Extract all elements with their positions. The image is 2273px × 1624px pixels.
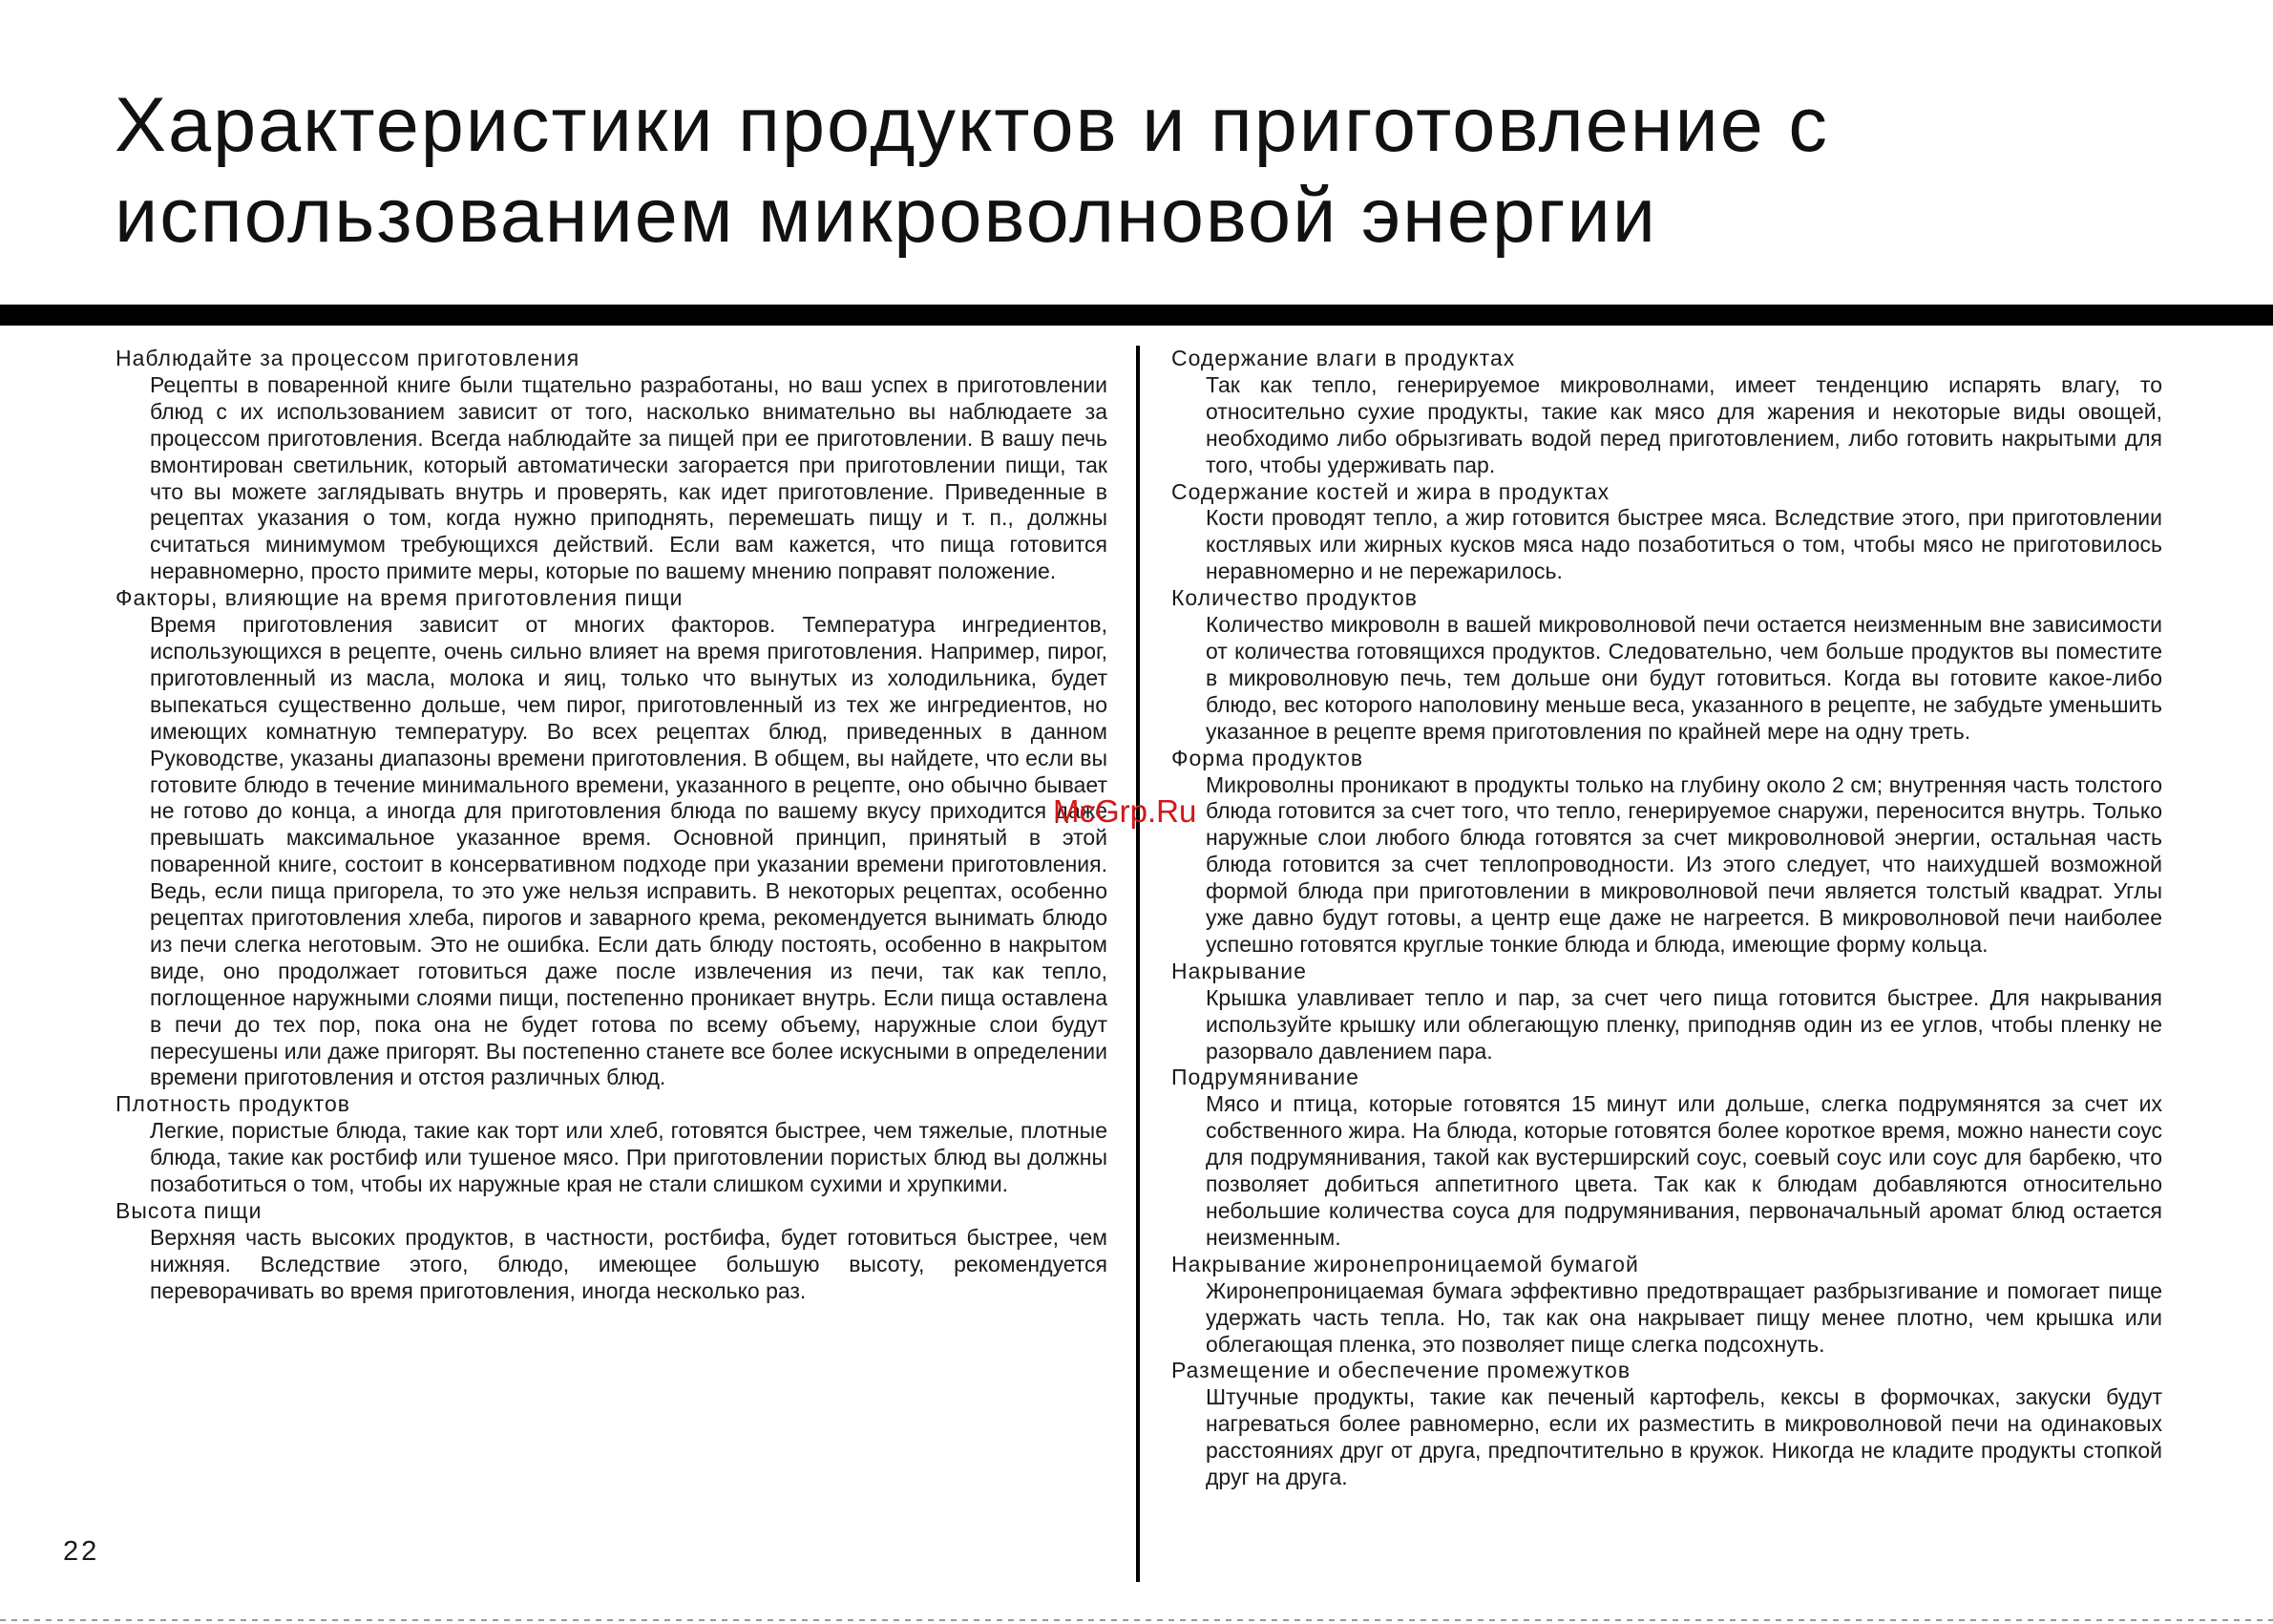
section-body: Рецепты в поваренной книге были тщательно разработаны, но ваш успех в приготовлении блюд с их использованием зависит от того, насколько внимательно вы наблюдаете за процессом приготовления. Всегда наблюдайте за пищей при ее приготовлении. В вашу печь вмонтирован светильник, который автоматически загорается при приготовлении пищи, так что вы можете заглядывать внутрь и проверять, как идет приготовление. Приведенные в рецептах указания о том, когда нужно приподнять, перемешать пищу и т. п., должны считаться минимумом требующихся действий. Если вам кажется, что пища готовится неравномерно, просто примите меры, которые по вашему мнению поправят положение. (150, 371, 1107, 584)
section-body: Микроволны проникают в продукты только на глубину около 2 см; внутренняя часть толстого блюда готовится за счет того, что тепло, генерируемое снаружи, переносится внутрь. Только наружные слои любого блюда готовятся за счет микроволновой энергии, остальная часть блюда готовится за счет теплопроводности. Из этого следует, что наихудшей возможной формой блюда при приготовлении в микроволновой печи является толстый квадрат. Углы уже давно будут готовы, а центр еще даже не нагреется. В микроволновой печи наиболее успешно готовятся круглые тонкие блюда и блюда, имеющие форму кольца. (1206, 771, 2162, 957)
section (1171, 1252, 2162, 1359)
section-title: Содержание костей и жира в продуктах (1171, 478, 1610, 504)
section-title: Размещение и обеспечение промежутков (1171, 1358, 1631, 1383)
section (116, 1091, 1107, 1198)
section-body: Штучные продукты, такие как печеный картофель, кексы в формочках, закуски будут нагреваться более равномерно, если их разместить в микроволновой печи на одинаковых расстояниях друг от друга, предпочтительно в кружок. Никогда не кладите продукты стопкой друг на друга. (1206, 1384, 2162, 1490)
section (116, 585, 1107, 1091)
section-body: Количество микроволн в вашей микроволновой печи остается неизменным вне зависимости от количества готовящихся продуктов. Следовательно, чем больше продуктов вы поместите в микроволновую печь, тем дольше они будут готовиться. Когда вы готовите какое-либо блюдо, вес которого наполовину меньше веса, указанного в рецепте, не забудьте уменьшить указанное в рецепте время приготовления по крайней мере на одну треть. (1206, 612, 2162, 744)
section (1171, 746, 2162, 959)
section (1171, 585, 2162, 745)
section (1171, 346, 2162, 479)
section-title: Накрывание (1171, 958, 1307, 983)
section-body: Так как тепло, генерируемое микроволнами, имеет тенденцию испарять влагу, то относительно сухие продукты, такие как мясо для жарения и некоторые виды овощей, необходимо либо обрызгивать водой перед приготовлением, либо готовить накрытыми для того, чтобы удерживать пар. (1206, 371, 2162, 477)
watermark: McGrp.Ru (1053, 793, 1197, 829)
section-body: Крышка улавливает тепло и пар, за счет чего пища готовится быстрее. Для накрывания используйте крышку или облегающую пленку, приподняв один из ее углов, чтобы пленку не разорвало давлением пара. (1206, 984, 2162, 1064)
section-body: Верхняя часть высоких продуктов, в частности, ростбифа, будет готовиться быстрее, чем нижняя. Вследствие этого, блюдо, имеющее большую высоту, рекомендуется переворачивать во время приготовления, иногда несколько раз. (150, 1224, 1107, 1303)
section (116, 1198, 1107, 1305)
section-title: Наблюдайте за процессом приготовления (116, 346, 580, 370)
section-body: Мясо и птица, которые готовятся 15 минут или дольше, слегка подрумянятся за счет их собственного жира. На блюда, которые готовятся более короткое время, можно нанести соус для подрумянивания, такой как вустерширский соус, соевый соус или соус для барбекю, что позволяет добиться аппетитного цвета. Так как к блюдам добавляются относительно небольшие количества соуса для подрумянивания, первоначальный аромат блюд остается неизменным. (1206, 1091, 2162, 1250)
section (116, 346, 1107, 585)
section-title: Форма продуктов (1171, 745, 1364, 770)
section-title: Подрумянивание (1171, 1065, 1359, 1090)
section (1171, 1358, 2162, 1491)
section-body: Время приготовления зависит от многих факторов. Температура ингредиентов, использующихся в рецепте, очень сильно влияет на время приготовления. Например, пирог, приготовленный из масла, молока и яиц, только что вынутых из холодильника, будет выпекаться существенно дольше, чем пирог, приготовленный из тех же ингредиентов, но имеющих комнатную температуру. Во всех рецептах блюд, приведенных в данном Руководстве, указаны диапазоны времени приготовления. В общем, вы найдете, что если вы готовите блюдо в течение минимального времени, указанного в рецепте, оно обычно бывает не готово до конца, а иногда для приготовления блюда по вашему вкусу приходится даже превышать максимальное указанное время. Основной принцип, принятый в этой поваренной книге, состоит в консервативном подходе при указании времени приготовления. Ведь, если пища пригорела, то это уже нельзя исправить. В некоторых рецептах, особенно рецептах приготовления хлеба, пирогов и заварного крема, рекомендуется вынимать блюдо из печи слегка неготовым. Это не ошибка. Если дать блюду постоять, особенно в накрытом виде, оно продолжает готовиться даже после извлечения из печи, так как тепло, поглощенное наружными слоями пищи, постепенно проникает внутрь. Если пища оставлена в печи до тех пор, пока она не будет готова по всему объему, наружные слои будут пересушены или даже пригорят. Вы постепенно станете все более искусными в определении времени приготовления и отстоя различных блюд. (150, 612, 1107, 1090)
section-body: Кости проводят тепло, а жир готовится быстрее мяса. Вследствие этого, при приготовлении костлявых или жирных кусков мяса надо позаботиться о том, чтобы мясо не приготовилось неравномерно и не пережарилось. (1206, 505, 2162, 584)
section-title: Факторы, влияющие на время приготовления пищи (116, 585, 684, 611)
section-body: Легкие, пористые блюда, такие как торт или хлеб, готовятся быстрее, чем тяжелые, плотные блюда, такие как ростбиф или тушеное мясо. При приготовлении пористых блюд вы должны позаботиться о том, чтобы их наружные края не стали слишком сухими и хрупкими. (150, 1118, 1107, 1197)
section (1171, 479, 2162, 586)
column-divider (1136, 346, 1140, 1582)
page-number: 22 (63, 1536, 100, 1567)
section-title: Высота пищи (116, 1198, 263, 1223)
header-rule (0, 305, 2273, 326)
section (1171, 1065, 2162, 1251)
page-title: Характеристики продуктов и приготовление с использованием микроволновой энергии (115, 82, 1829, 259)
section-title: Плотность продуктов (116, 1091, 350, 1117)
bottom-border (0, 1619, 2273, 1621)
section-title: Накрывание жиронепроницаемой бумагой (1171, 1251, 1639, 1276)
right-column (1171, 346, 2162, 1491)
section-title: Содержание влаги в продуктах (1171, 346, 1516, 370)
section-body: Жиронепроницаемая бумага эффективно предотвращает разбрызгивание и помогает пище удержать часть тепла. Но, так как она накрывает пищу менее плотно, чем крышка или облегающая пленка, это позволяет пище слегка подсохнуть. (1206, 1277, 2162, 1357)
left-column (116, 346, 1107, 1305)
section (1171, 959, 2162, 1065)
section-title: Количество продуктов (1171, 585, 1418, 611)
